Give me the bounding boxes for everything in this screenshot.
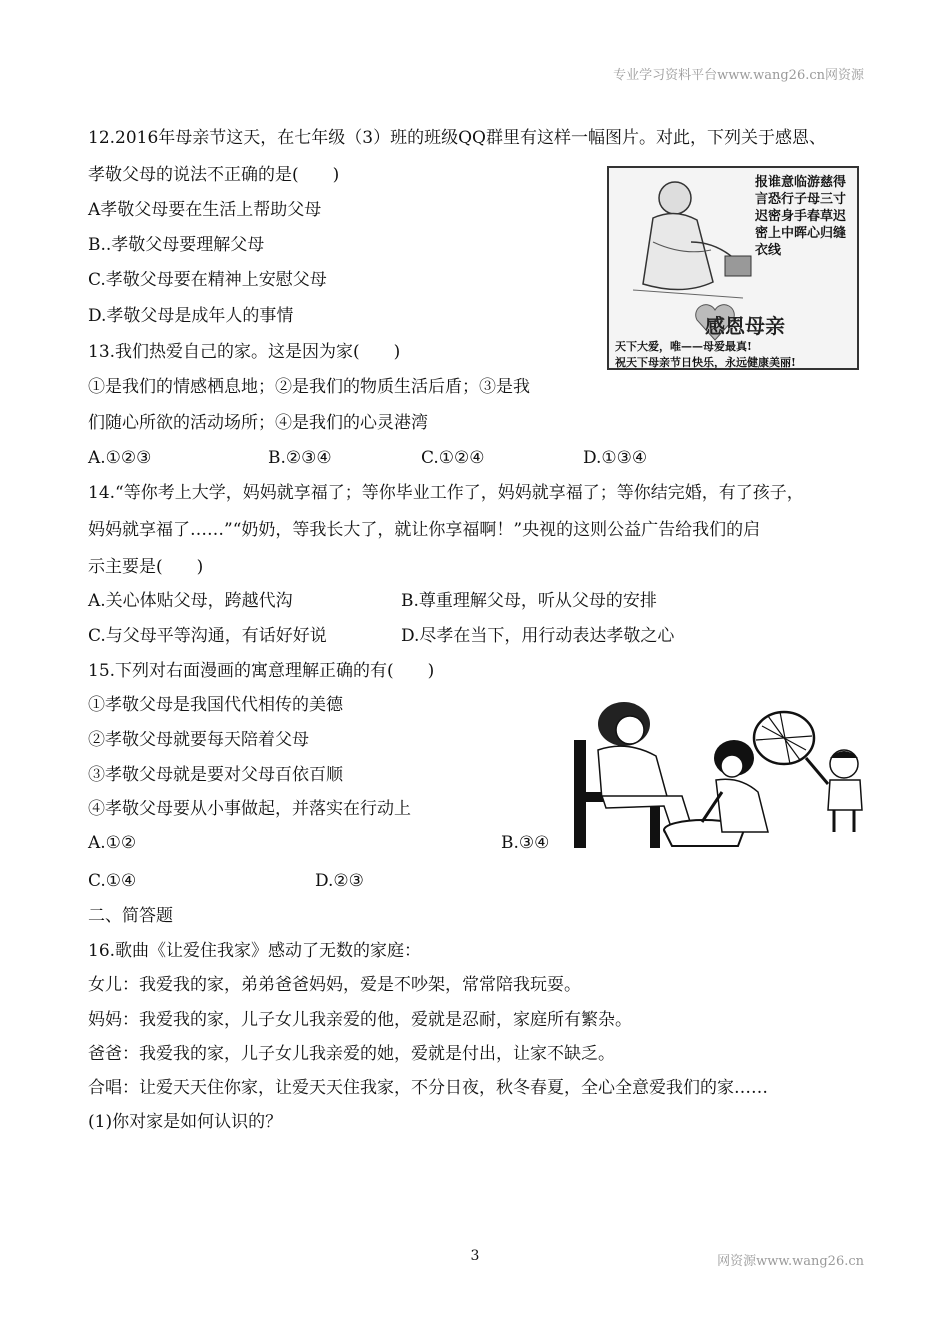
header-watermark: 专业学习资料平台www.wang26.cn网资源: [613, 68, 864, 83]
mothers-day-poster: [607, 166, 859, 370]
q13-option-c: C.①②④: [421, 448, 485, 468]
foot-washing-cartoon: [572, 700, 872, 850]
q13-stem-line1: 13.我们热爱自己的家。这是因为家( ): [88, 342, 401, 362]
q15-item-3: ③孝敬父母就是要对父母百依百顺: [88, 765, 343, 785]
q16-lyric-mother: 妈妈：我爱我的家，儿子女儿我亲爱的他，爱就是忍耐，家庭所有繁杂。: [88, 1010, 632, 1030]
q13-option-a: A.①②③: [88, 448, 152, 468]
q15-stem: 15.下列对右面漫画的寓意理解正确的有( ): [88, 661, 435, 681]
q16-lyric-daughter: 女儿：我爱我的家，弟弟爸爸妈妈，爱是不吵架，常常陪我玩耍。: [88, 975, 581, 995]
q16-lyric-chorus: 合唱：让爱天天住你家，让爱天天住我家，不分日夜，秋冬春夏，全心全意爱我们的家……: [88, 1078, 768, 1098]
q12-option-a: A孝敬父母要在生活上帮助父母: [88, 200, 322, 220]
page-number: 3: [470, 1248, 480, 1264]
q15-option-d: D.②③: [315, 871, 364, 891]
footer-watermark: 网资源www.wang26.cn: [717, 1254, 864, 1269]
q12-option-d: D.孝敬父母是成年人的事情: [88, 306, 294, 326]
q16-stem: 16.歌曲《让爱住我家》感动了无数的家庭：: [88, 941, 422, 961]
q15-item-4: ④孝敬父母要从小事做起，并落实在行动上: [88, 799, 411, 819]
q13-option-b: B.②③④: [268, 448, 332, 468]
q15-option-b: B.③④: [501, 833, 550, 853]
q13-stem-line3: 们随心所欲的活动场所；④是我们的心灵港湾: [88, 413, 428, 433]
q14-option-d: D.尽孝在当下，用行动表达孝敬之心: [401, 626, 675, 646]
section-2-title: 二、简答题: [88, 906, 173, 926]
q13-option-d: D.①③④: [583, 448, 648, 468]
poster-thanks-title: 感恩母亲: [705, 314, 785, 338]
poster-caption-2: 祝天下母亲节日快乐，永远健康美丽!: [615, 356, 796, 369]
q12-option-c: C.孝敬父母要在精神上安慰父母: [88, 270, 327, 290]
q12-stem-line1: 12.2016年母亲节这天，在七年级（3）班的班级QQ群里有这样一幅图片。对此，下列关于感恩、: [88, 128, 826, 148]
q14-stem-line1: 14.“等你考上大学，妈妈就享福了；等你毕业工作了，妈妈就享福了；等你结完婚，有了孩子，: [88, 483, 804, 503]
q13-stem-line2: ①是我们的情感栖息地；②是我们的物质生活后盾；③是我: [88, 377, 530, 397]
q14-stem-line2: 妈妈就享福了……”“奶奶，等我长大了，就让你享福啊！”央视的这则公益广告给我们的启: [88, 520, 761, 540]
mother-sewing-illustration: [613, 172, 763, 312]
q12-stem-line2: 孝敬父母的说法不正确的是( ): [88, 165, 340, 185]
q14-option-c: C.与父母平等沟通，有话好好说: [88, 626, 327, 646]
q15-item-1: ①孝敬父母是我国代代相传的美德: [88, 695, 343, 715]
poster-poem: 报谁意临游慈得言恐行子母三寸迟密身手春草迟密上中晖心归缝衣线: [755, 175, 847, 258]
q15-option-c: C.①④: [88, 871, 137, 891]
q14-stem-line3: 示主要是( ): [88, 557, 204, 577]
q14-option-b: B.尊重理解父母，听从父母的安排: [401, 591, 657, 611]
q14-option-a: A.关心体贴父母，跨越代沟: [88, 591, 293, 611]
q12-option-b: B..孝敬父母要理解父母: [88, 235, 265, 255]
q16-lyric-father: 爸爸：我爱我的家，儿子女儿我亲爱的她，爱就是付出，让家不缺乏。: [88, 1044, 615, 1064]
poster-caption-1: 天下大爱，唯——母爱最真!: [615, 340, 752, 353]
q16-sub-question-1: (1)你对家是如何认识的？: [88, 1112, 283, 1132]
q15-option-a: A.①②: [88, 833, 137, 853]
q15-item-2: ②孝敬父母就要每天陪着父母: [88, 730, 309, 750]
